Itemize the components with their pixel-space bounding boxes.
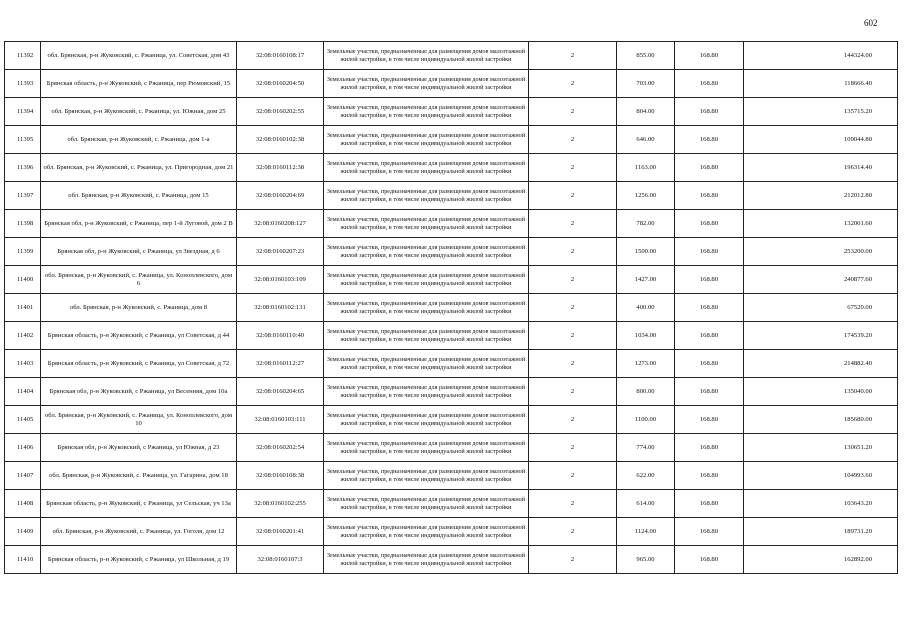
address-cell: обл. Брянская, р-н Жуковский, с. Ржаница, ул. Южная, дом 25	[41, 98, 237, 126]
row-number: 11403	[5, 350, 41, 378]
land-use-cell: Земельные участки, предназначенные для размещения домов малоэтажной жилой застройки, в том числе индивидуальной жилой застройки	[324, 322, 529, 350]
group-cell: 2	[529, 406, 617, 434]
cadastral-number-cell: 32:08:0160204:65	[237, 378, 324, 406]
table-row	[5, 518, 898, 546]
land-use-cell: Земельные участки, предназначенные для размещения домов малоэтажной жилой застройки, в том числе индивидуальной жилой застройки	[324, 182, 529, 210]
cadastral-number-cell: 32:08:0160207:23	[237, 238, 324, 266]
table-row	[5, 154, 898, 182]
address-cell: обл. Брянская, р-н Жуковский, с. Ржаница, ул. Советская, дом 43	[41, 42, 237, 70]
group-cell: 2	[529, 42, 617, 70]
cadastral-number-cell: 32:08:0160103:111	[237, 406, 324, 434]
group-cell: 2	[529, 546, 617, 574]
cadastral-value-cell: 104993.60	[744, 462, 898, 490]
group-cell: 2	[529, 434, 617, 462]
page-number: 602	[864, 18, 878, 28]
cadastral-number-cell: 32:08:0160110:40	[237, 322, 324, 350]
unit-value-cell: 168.80	[675, 462, 744, 490]
address-cell: Брянская область, р-н Жуковский, с Ржаница, ул Советская, д 72	[41, 350, 237, 378]
land-use-cell: Земельные участки, предназначенные для размещения домов малоэтажной жилой застройки, в том числе индивидуальной жилой застройки	[324, 238, 529, 266]
unit-value-cell: 168.80	[675, 98, 744, 126]
land-use-cell: Земельные участки, предназначенные для размещения домов малоэтажной жилой застройки, в том числе индивидуальной жилой застройки	[324, 350, 529, 378]
unit-value-cell: 168.80	[675, 154, 744, 182]
unit-value-cell: 168.80	[675, 434, 744, 462]
unit-value-cell: 168.80	[675, 322, 744, 350]
table-row	[5, 434, 898, 462]
table-row	[5, 546, 898, 574]
area-cell: 400.00	[617, 294, 675, 322]
address-cell: Брянская область, р-н Жуковский, с Ржаница, ул Школьная, д 19	[41, 546, 237, 574]
cadastral-number-cell: 32:08:0160202:55	[237, 98, 324, 126]
address-cell: Брянская область, р-н Жуковский, с Ржаница, пер Рюмовский, 15	[41, 70, 237, 98]
unit-value-cell: 168.80	[675, 294, 744, 322]
unit-value-cell: 168.80	[675, 406, 744, 434]
cadastral-number-cell: 32:08:0160202:54	[237, 434, 324, 462]
cadastral-value-cell: 185680.00	[744, 406, 898, 434]
address-cell: Брянская обл, р-н Жуковский, с Ржаница, ул Весенняя, дом 10а	[41, 378, 237, 406]
table-row	[5, 490, 898, 518]
group-cell: 2	[529, 154, 617, 182]
address-cell: обл. Брянская, р-н Жуковский, с. Ржаница, ул. Пригородная, дом 21	[41, 154, 237, 182]
row-number: 11404	[5, 378, 41, 406]
unit-value-cell: 168.80	[675, 42, 744, 70]
row-number: 11392	[5, 42, 41, 70]
row-number: 11406	[5, 434, 41, 462]
address-cell: Брянская обл, р-н Жуковский, с Ржаница, пер 1-й Луговой, дом 2 В	[41, 210, 237, 238]
address-cell: обл. Брянская, р-н Жуковский, с. Ржаница, дом 8	[41, 294, 237, 322]
table-row	[5, 378, 898, 406]
group-cell: 2	[529, 462, 617, 490]
land-use-cell: Земельные участки, предназначенные для размещения домов малоэтажной жилой застройки, в том числе индивидуальной жилой застройки	[324, 294, 529, 322]
cadastral-number-cell: 32:08:0160103:109	[237, 266, 324, 294]
cadastral-number-cell: 32:08:0160201:41	[237, 518, 324, 546]
table-row	[5, 462, 898, 490]
area-cell: 1100.00	[617, 406, 675, 434]
area-cell: 1256.00	[617, 182, 675, 210]
table-row	[5, 98, 898, 126]
cadastral-value-cell: 189731.20	[744, 518, 898, 546]
unit-value-cell: 168.80	[675, 70, 744, 98]
unit-value-cell: 168.80	[675, 126, 744, 154]
cadastral-number-cell: 32:08:0160102:38	[237, 126, 324, 154]
area-cell: 774.00	[617, 434, 675, 462]
table-row	[5, 126, 898, 154]
row-number: 11401	[5, 294, 41, 322]
cadastral-value-cell: 196314.40	[744, 154, 898, 182]
land-use-cell: Земельные участки, предназначенные для размещения домов малоэтажной жилой застройки, в том числе индивидуальной жилой застройки	[324, 546, 529, 574]
group-cell: 2	[529, 378, 617, 406]
land-use-cell: Земельные участки, предназначенные для размещения домов малоэтажной жилой застройки, в том числе индивидуальной жилой застройки	[324, 126, 529, 154]
group-cell: 2	[529, 350, 617, 378]
area-cell: 782.00	[617, 210, 675, 238]
row-number: 11400	[5, 266, 41, 294]
cadastral-number-cell: 32:08:0160112:27	[237, 350, 324, 378]
address-cell: обл. Брянская, р-н Жуковский, с. Ржаница, дом 1-а	[41, 126, 237, 154]
unit-value-cell: 168.80	[675, 350, 744, 378]
cadastral-value-cell: 132001.60	[744, 210, 898, 238]
cadastral-value-cell: 253200.00	[744, 238, 898, 266]
cadastral-number-cell: 32:08:0160102:131	[237, 294, 324, 322]
row-number: 11399	[5, 238, 41, 266]
cadastral-value-cell: 214882.40	[744, 350, 898, 378]
area-cell: 646.00	[617, 126, 675, 154]
table-row	[5, 350, 898, 378]
table-row	[5, 322, 898, 350]
table-row	[5, 238, 898, 266]
cadastral-value-cell: 118666.40	[744, 70, 898, 98]
land-use-cell: Земельные участки, предназначенные для размещения домов малоэтажной жилой застройки, в том числе индивидуальной жилой застройки	[324, 210, 529, 238]
address-cell: обл. Брянская, р-н Жуковский, с. Ржаница, дом 15	[41, 182, 237, 210]
cadastral-value-cell: 162892.00	[744, 546, 898, 574]
group-cell: 2	[529, 238, 617, 266]
cadastral-number-cell: 32:08:0160112:38	[237, 154, 324, 182]
table-row	[5, 406, 898, 434]
table-row	[5, 294, 898, 322]
land-use-cell: Земельные участки, предназначенные для размещения домов малоэтажной жилой застройки, в том числе индивидуальной жилой застройки	[324, 266, 529, 294]
area-cell: 614.00	[617, 490, 675, 518]
area-cell: 965.00	[617, 546, 675, 574]
cadastral-value-cell: 103643.20	[744, 490, 898, 518]
land-use-cell: Земельные участки, предназначенные для размещения домов малоэтажной жилой застройки, в том числе индивидуальной жилой застройки	[324, 154, 529, 182]
row-number: 11402	[5, 322, 41, 350]
group-cell: 2	[529, 518, 617, 546]
land-use-cell: Земельные участки, предназначенные для размещения домов малоэтажной жилой застройки, в том числе индивидуальной жилой застройки	[324, 378, 529, 406]
group-cell: 2	[529, 294, 617, 322]
group-cell: 2	[529, 322, 617, 350]
cadastral-value-cell: 67520.00	[744, 294, 898, 322]
group-cell: 2	[529, 266, 617, 294]
cadastral-number-cell: 32:08:0160204:50	[237, 70, 324, 98]
address-cell: обл. Брянская, р-н Жуковский, с. Ржаница, ул. Гагарина, дом 18	[41, 462, 237, 490]
cadastral-value-cell: 240877.60	[744, 266, 898, 294]
row-number: 11397	[5, 182, 41, 210]
table-row	[5, 182, 898, 210]
land-use-cell: Земельные участки, предназначенные для размещения домов малоэтажной жилой застройки, в том числе индивидуальной жилой застройки	[324, 406, 529, 434]
land-use-cell: Земельные участки, предназначенные для размещения домов малоэтажной жилой застройки, в том числе индивидуальной жилой застройки	[324, 518, 529, 546]
cadastral-value-cell: 109044.80	[744, 126, 898, 154]
table-row	[5, 210, 898, 238]
area-cell: 804.00	[617, 98, 675, 126]
cadastral-value-cell: 144324.00	[744, 42, 898, 70]
address-cell: Брянская обл, р-н Жуковский, с Ржаница, ул Звездная, д 6	[41, 238, 237, 266]
table-row	[5, 266, 898, 294]
cadastral-value-table	[4, 41, 898, 574]
table-body	[5, 42, 898, 574]
row-number: 11409	[5, 518, 41, 546]
unit-value-cell: 168.80	[675, 518, 744, 546]
unit-value-cell: 168.80	[675, 378, 744, 406]
address-cell: Брянская область, р-н Жуковский, с Ржаница, ул Советская, д 44	[41, 322, 237, 350]
cadastral-value-cell: 135715.20	[744, 98, 898, 126]
land-use-cell: Земельные участки, предназначенные для размещения домов малоэтажной жилой застройки, в том числе индивидуальной жилой застройки	[324, 98, 529, 126]
address-cell: Брянская обл, р-н Жуковский, с Ржаница, ул Южная, д 23	[41, 434, 237, 462]
row-number: 11398	[5, 210, 41, 238]
cadastral-number-cell: 32:08:0160208:127	[237, 210, 324, 238]
unit-value-cell: 168.80	[675, 266, 744, 294]
group-cell: 2	[529, 126, 617, 154]
area-cell: 1427.00	[617, 266, 675, 294]
address-cell: обл. Брянская, р-н Жуковский, с. Ржаница, ул. Гоголя, дом 12	[41, 518, 237, 546]
land-use-cell: Земельные участки, предназначенные для размещения домов малоэтажной жилой застройки, в том числе индивидуальной жилой застройки	[324, 434, 529, 462]
cadastral-number-cell: 32:08:0160108:17	[237, 42, 324, 70]
unit-value-cell: 168.80	[675, 490, 744, 518]
area-cell: 1163.00	[617, 154, 675, 182]
row-number: 11410	[5, 546, 41, 574]
area-cell: 1034.00	[617, 322, 675, 350]
cadastral-number-cell: 32:08:0160204:69	[237, 182, 324, 210]
area-cell: 1500.00	[617, 238, 675, 266]
unit-value-cell: 168.80	[675, 182, 744, 210]
group-cell: 2	[529, 210, 617, 238]
area-cell: 800.00	[617, 378, 675, 406]
cadastral-value-cell: 174539.20	[744, 322, 898, 350]
area-cell: 1273.00	[617, 350, 675, 378]
area-cell: 855.00	[617, 42, 675, 70]
cadastral-number-cell: 32:08:0160107:3	[237, 546, 324, 574]
row-number: 11396	[5, 154, 41, 182]
cadastral-value-cell: 212012.80	[744, 182, 898, 210]
address-cell: обл. Брянская, р-н Жуковский, с. Ржаница, ул. Коноплевского, дом 10	[41, 406, 237, 434]
row-number: 11407	[5, 462, 41, 490]
land-use-cell: Земельные участки, предназначенные для размещения домов малоэтажной жилой застройки, в том числе индивидуальной жилой застройки	[324, 462, 529, 490]
cadastral-number-cell: 32:08:0160108:38	[237, 462, 324, 490]
land-use-cell: Земельные участки, предназначенные для размещения домов малоэтажной жилой застройки, в том числе индивидуальной жилой застройки	[324, 70, 529, 98]
land-use-cell: Земельные участки, предназначенные для размещения домов малоэтажной жилой застройки, в том числе индивидуальной жилой застройки	[324, 490, 529, 518]
address-cell: Брянская область, р-н Жуковский, с Ржаница, ул Сельская, уч 13а	[41, 490, 237, 518]
group-cell: 2	[529, 490, 617, 518]
unit-value-cell: 168.80	[675, 210, 744, 238]
cadastral-number-cell: 32:08:0160102:255	[237, 490, 324, 518]
land-use-cell: Земельные участки, предназначенные для размещения домов малоэтажной жилой застройки, в том числе индивидуальной жилой застройки	[324, 42, 529, 70]
area-cell: 1124.00	[617, 518, 675, 546]
group-cell: 2	[529, 70, 617, 98]
area-cell: 622.00	[617, 462, 675, 490]
table-row	[5, 70, 898, 98]
row-number: 11395	[5, 126, 41, 154]
row-number: 11394	[5, 98, 41, 126]
cadastral-value-cell: 135040.00	[744, 378, 898, 406]
area-cell: 703.00	[617, 70, 675, 98]
row-number: 11393	[5, 70, 41, 98]
row-number: 11408	[5, 490, 41, 518]
table-row	[5, 42, 898, 70]
group-cell: 2	[529, 98, 617, 126]
row-number: 11405	[5, 406, 41, 434]
address-cell: обл. Брянская, р-н Жуковский, с. Ржаница, ул. Коноплевского, дом 6	[41, 266, 237, 294]
cadastral-value-cell: 130651.20	[744, 434, 898, 462]
unit-value-cell: 168.80	[675, 546, 744, 574]
group-cell: 2	[529, 182, 617, 210]
unit-value-cell: 168.80	[675, 238, 744, 266]
